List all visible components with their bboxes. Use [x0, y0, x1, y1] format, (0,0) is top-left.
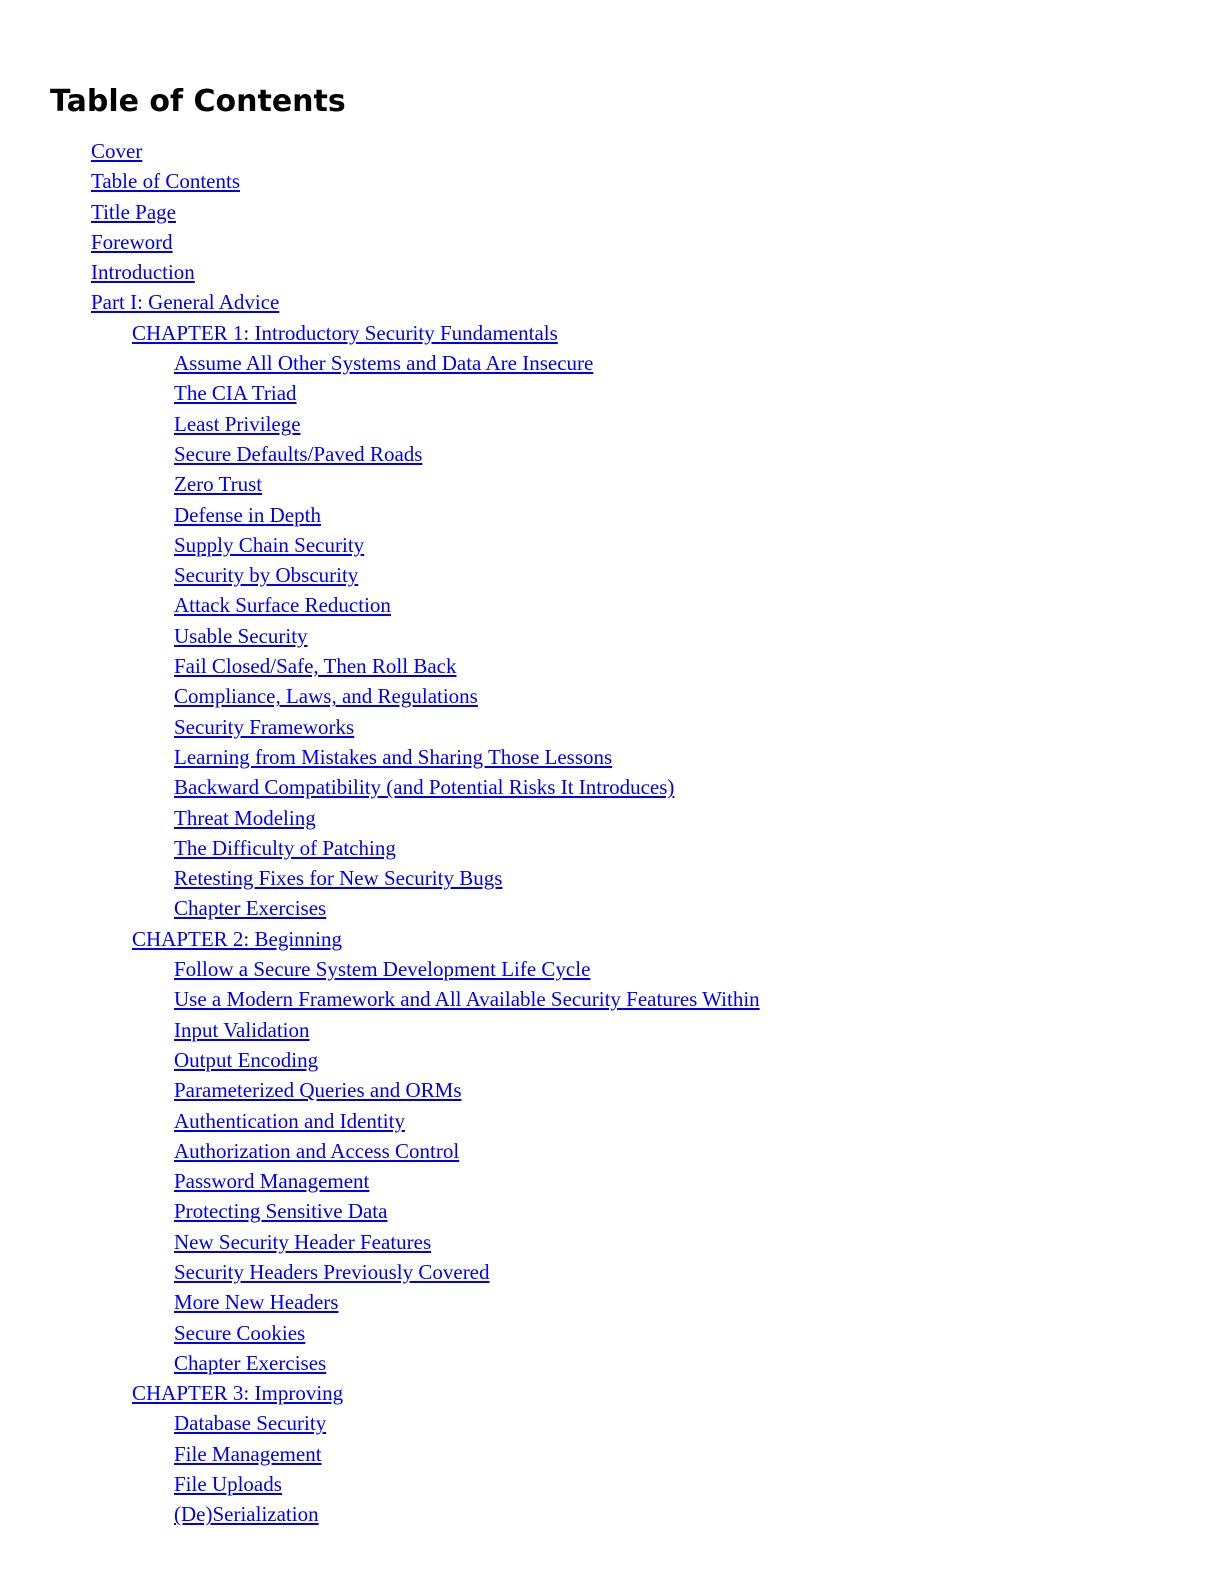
toc-link[interactable]: Backward Compatibility (and Potential Risks It Introduces): [174, 775, 675, 800]
toc-link[interactable]: Input Validation: [174, 1017, 310, 1042]
toc-entry: [0, 1499, 760, 1529]
toc-link[interactable]: CHAPTER 3: Improving: [132, 1381, 344, 1406]
toc-link[interactable]: Supply Chain Security: [174, 532, 365, 557]
toc-entry: [0, 1439, 760, 1469]
toc-link[interactable]: Output Encoding: [174, 1047, 319, 1072]
toc-entry: [0, 984, 760, 1014]
toc-entry: [0, 1378, 760, 1408]
toc-entry: [0, 287, 760, 317]
toc-entry: [0, 409, 760, 439]
toc-entry: [0, 1015, 760, 1045]
toc-link[interactable]: CHAPTER 1: Introductory Security Fundamentals: [132, 320, 558, 345]
toc-entry: [0, 1196, 760, 1226]
toc-entry: [0, 772, 760, 802]
toc-link[interactable]: Threat Modeling: [174, 805, 316, 830]
toc-link[interactable]: Compliance, Laws, and Regulations: [174, 684, 478, 709]
toc-entry: [0, 257, 760, 287]
toc-entry: [0, 136, 760, 166]
toc-link[interactable]: Protecting Sensitive Data: [174, 1199, 388, 1224]
toc-link[interactable]: Assume All Other Systems and Data Are Insecure: [174, 351, 594, 376]
toc-entry: [0, 590, 760, 620]
toc-entry: [0, 833, 760, 863]
toc-link[interactable]: Security Frameworks: [174, 714, 355, 739]
toc-entry: [0, 621, 760, 651]
toc-entry: [0, 439, 760, 469]
toc-entry: [0, 1348, 760, 1378]
toc-link[interactable]: Fail Closed/Safe, Then Roll Back: [174, 654, 457, 679]
toc-entry: [0, 378, 760, 408]
toc-entry: [0, 1106, 760, 1136]
toc-link[interactable]: Zero Trust: [174, 472, 263, 497]
toc-entry: [0, 227, 760, 257]
toc-link[interactable]: Least Privilege: [174, 411, 301, 436]
toc-link[interactable]: Learning from Mistakes and Sharing Those Lessons: [174, 744, 613, 769]
toc-link[interactable]: More New Headers: [174, 1290, 339, 1315]
toc-link[interactable]: Attack Surface Reduction: [174, 593, 391, 618]
toc-link[interactable]: Defense in Depth: [174, 502, 321, 527]
toc-link[interactable]: Password Management: [174, 1169, 370, 1194]
toc-link[interactable]: Usable Security: [174, 623, 308, 648]
toc-entry: [0, 1227, 760, 1257]
table-of-contents-list: [0, 136, 760, 1530]
toc-entry: [0, 348, 760, 378]
toc-link[interactable]: Follow a Secure System Development Life Cycle: [174, 957, 591, 982]
toc-entry: [0, 712, 760, 742]
toc-link[interactable]: Title Page: [91, 199, 176, 224]
toc-entry: [0, 530, 760, 560]
toc-entry: [0, 560, 760, 590]
toc-link[interactable]: Cover: [91, 139, 143, 163]
toc-link[interactable]: Secure Defaults/Paved Roads: [174, 441, 423, 466]
toc-link[interactable]: File Uploads: [174, 1472, 282, 1497]
toc-link[interactable]: Secure Cookies: [174, 1320, 306, 1345]
toc-entry: [0, 893, 760, 923]
toc-entry: [0, 1469, 760, 1499]
toc-entry: [0, 1408, 760, 1438]
toc-entry: [0, 1136, 760, 1166]
toc-entry: [0, 1045, 760, 1075]
toc-link[interactable]: The Difficulty of Patching: [174, 835, 396, 860]
toc-link[interactable]: Database Security: [174, 1411, 327, 1436]
toc-link[interactable]: The CIA Triad: [174, 381, 297, 406]
toc-link[interactable]: File Management: [174, 1441, 322, 1466]
toc-entry: [0, 954, 760, 984]
toc-link[interactable]: Introduction: [91, 260, 195, 285]
toc-entry: [0, 500, 760, 530]
toc-link[interactable]: Part I: General Advice: [91, 290, 280, 315]
toc-entry: [0, 1257, 760, 1287]
toc-entry: [0, 1166, 760, 1196]
toc-entry: [0, 197, 760, 227]
page-title: Table of Contents: [50, 84, 346, 119]
toc-link[interactable]: Chapter Exercises: [174, 896, 327, 921]
toc-link[interactable]: Parameterized Queries and ORMs: [174, 1078, 462, 1103]
toc-entry: [0, 469, 760, 499]
toc-entry: [0, 924, 760, 954]
toc-entry: [0, 318, 760, 348]
toc-link[interactable]: Security by Obscurity: [174, 563, 359, 588]
toc-entry: [0, 1287, 760, 1317]
toc-entry: [0, 863, 760, 893]
toc-link[interactable]: CHAPTER 2: Beginning: [132, 926, 343, 951]
toc-link[interactable]: Retesting Fixes for New Security Bugs: [174, 866, 503, 891]
toc-link[interactable]: (De)Serialization: [174, 1502, 319, 1527]
toc-link[interactable]: Table of Contents: [91, 169, 240, 194]
toc-entry: [0, 1075, 760, 1105]
toc-link[interactable]: Use a Modern Framework and All Available Security Features Within: [174, 987, 760, 1012]
toc-entry: [0, 742, 760, 772]
toc-entry: [0, 166, 760, 196]
toc-link[interactable]: Security Headers Previously Covered: [174, 1259, 490, 1284]
toc-entry: [0, 1318, 760, 1348]
toc-entry: [0, 681, 760, 711]
toc-link[interactable]: New Security Header Features: [174, 1229, 432, 1254]
toc-link[interactable]: Chapter Exercises: [174, 1350, 327, 1375]
toc-link[interactable]: Authorization and Access Control: [174, 1138, 460, 1163]
toc-entry: [0, 651, 760, 681]
toc-link[interactable]: Authentication and Identity: [174, 1108, 405, 1133]
toc-entry: [0, 803, 760, 833]
toc-link[interactable]: Foreword: [91, 229, 173, 254]
